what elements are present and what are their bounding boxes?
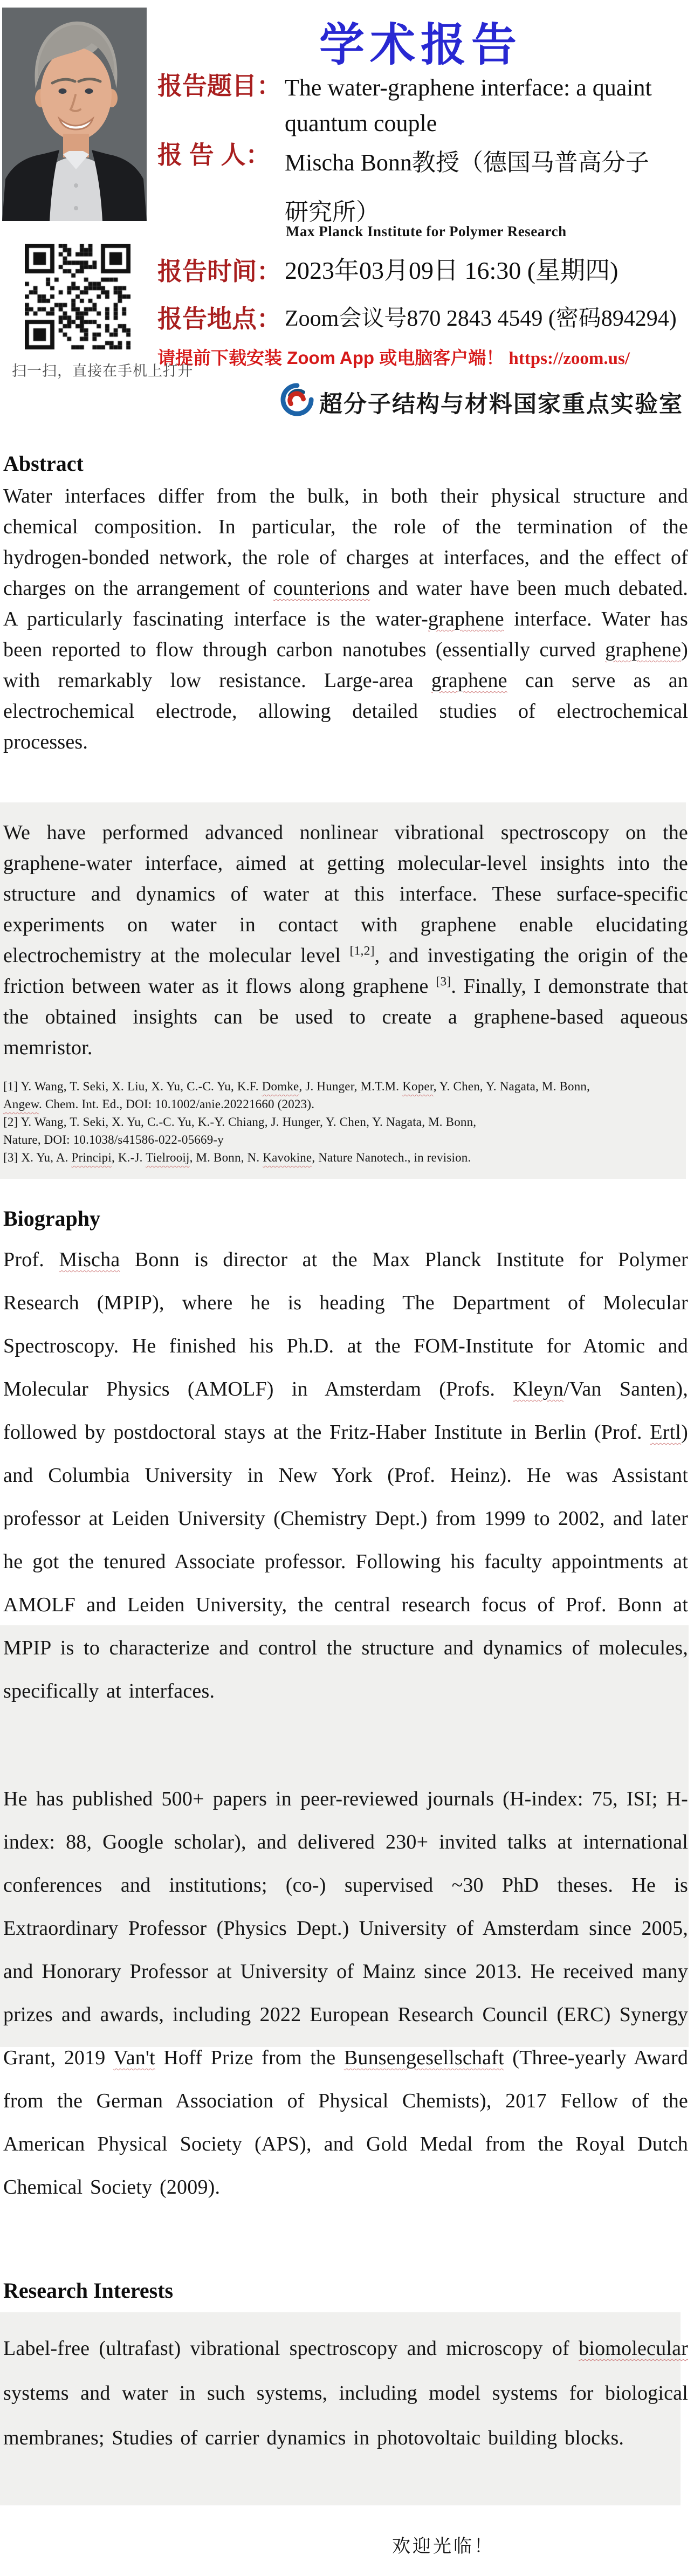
biography-paragraph-2: He has published 500+ papers in peer-reviewed journals (H-index: 75, ISI; H-index: 88, Google scholar), and delivered 230+ invited talks at international conferences and institutions; (co-) supervised ~30 PhD theses. He is Extraordinary Professor (Physics Dept.) University of Amsterdam since 2005, and Honorary Professor at University of Mainz since 2013. He received many prizes and awards, including 2022 European Research Council (ERC) Synergy Grant, 2019 Van't Hoff Prize from the Bunsengesellschaft (Three-yearly Award from the German Association of Physical Chemists), 2017 Fellow of the American Physical Society (APS), and Gold Medal from the Royal Dutch Chemical Society (2009). xyxy=(3,1788,689,2199)
abstract-heading: Abstract xyxy=(3,451,84,476)
zoom-download-notice xyxy=(157,344,630,369)
speaker-affiliation: Max Planck Institute for Polymer Research xyxy=(286,223,567,239)
reference-item: [2] Y. Wang, T. Seki, X. Yu, C.-C. Yu, K.-Y. Chiang, J. Hunger, Y. Chen, Y. Nagata, M. Bonn, Nature, DOI: 10.1038/s41586-022-05669-y xyxy=(3,1115,477,1146)
reference-list xyxy=(3,1077,677,1166)
zoom-link[interactable]: https://zoom.us/ xyxy=(509,349,630,368)
qr-caption: 扫一扫，直接在手机上打开 xyxy=(12,363,193,379)
time-value: 2023年03月09日 16:30 (星期四) xyxy=(285,257,619,284)
time-label: 报告时间： xyxy=(157,257,281,285)
qr-code xyxy=(25,244,130,349)
biography-paragraph-1: Prof. Mischa Bonn is director at the Max Planck Institute for Polymer Research (MPIP), where he is heading The Department of Molecular Spectroscopy. He finished his Ph.D. at the FOM-Institute for Atomic and Molecular Physics (AMOLF) in Amsterdam (Profs. Kleyn/Van Santen), followed by postdoctoral stays at the Fritz-Haber Institute in Berlin (Prof. Ertl) and Columbia University in New York (Prof. Heinz). He was Assistant professor at Leiden University (Chemistry Dept.) from 1999 to 2002, and later he got the tenured Associate professor. Following his faculty appointments at AMOLF and Leiden University, the central research focus of Prof. Bonn at MPIP is to characterize and control the structure and dynamics of molecules, specifically at interfaces. xyxy=(3,1248,688,1702)
topic-label: 报告题目： xyxy=(157,72,281,100)
lab-name: 超分子结构与材料国家重点实验室 xyxy=(319,391,683,417)
reference-item: [3] X. Yu, A. Principi, K.-J. Tielrooij, M. Bonn, N. Kavokine, Nature Nanotech., in revision. xyxy=(3,1151,471,1164)
venue-value: Zoom会议号870 2843 4549 (密码894294) xyxy=(285,306,677,331)
research-interests-heading: Research Interests xyxy=(3,2278,174,2303)
research-interests-paragraph: Label-free (ultrafast) vibrational spectroscopy and microscopy of biomolecular systems and water in such systems, including model systems for biological membranes; Studies of carrier dynamics in photovoltaic building blocks. xyxy=(3,2337,688,2449)
lab-logo-icon xyxy=(280,383,314,416)
topic-value: The water-graphene interface: a quaint quantum couple xyxy=(285,74,652,136)
abstract-paragraph-2: We have performed advanced nonlinear vibrational spectroscopy on the graphene-water interface, aimed at getting molecular-level insights into the structure and dynamics of water at this interface. These surface-specific experiments on water in contact with graphene enable elucidating electrochemistry at the molecular level [1,2], and investigating the origin of the friction between water as it flows along graphene [3]. Finally, I demonstrate that the obtained insights can be used to create a graphene-based aqueous memristor. xyxy=(3,821,688,1059)
venue-label: 报告地点： xyxy=(157,305,281,333)
reference-item: [1] Y. Wang, T. Seki, X. Liu, X. Yu, C.-C. Yu, K.F. Domke, J. Hunger, M.T.M. Koper, Y. Chen, Y. Nagata, M. Bonn, Angew. Chem. Int. Ed., DOI: 10.1002/anie.20221660 (2023). xyxy=(3,1080,590,1111)
speaker-value: Mischa Bonn教授（德国马普高分子研究所） xyxy=(285,149,649,225)
biography-heading: Biography xyxy=(3,1206,101,1231)
zoom-notice-text: 请提前下载安装 Zoom App 或电脑客户端！ xyxy=(157,348,504,368)
abstract-paragraph-1: Water interfaces differ from the bulk, in both their physical structure and chemical composition. In particular, the role of the termination of the hydrogen-bonded network, the role of charges at interfaces, and the effect of charges on the arrangement of counterions and water have been much debated. A particularly fascinating interface is the water-graphene interface. Water has been reported to flow through carbon nanotubes (essentially curved graphene) with remarkably low resistance. Large-area graphene can serve as an electrochemical electrode, allowing detailed studies of electrochemical processes. xyxy=(3,485,688,753)
welcome-message: 欢迎光临！ xyxy=(392,2536,494,2557)
speaker-photo xyxy=(2,8,147,221)
poster-title: 学术报告 xyxy=(319,19,522,70)
speaker-label: 报 告 人： xyxy=(157,141,271,169)
